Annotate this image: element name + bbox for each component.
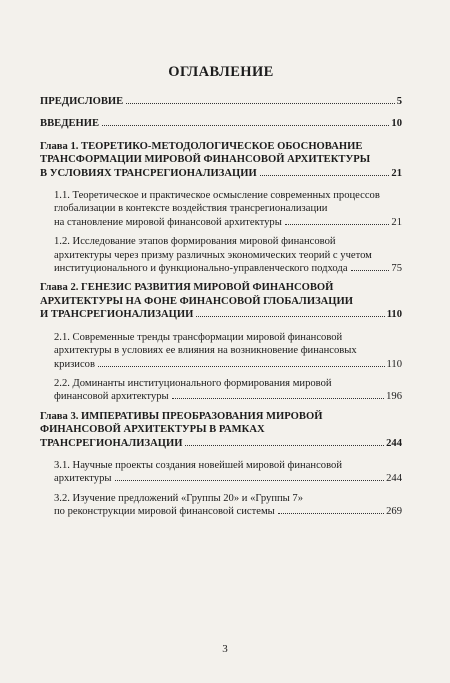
toc-entry-chapter-1[interactable] (40, 140, 402, 180)
toc-title: ОГЛАВЛЕНИЕ (168, 64, 274, 80)
toc-entry-chapter-2[interactable] (40, 281, 402, 321)
toc-entry-text: ТРАНСФОРМАЦИИ МИРОВОЙ ФИНАНСОВОЙ АРХИТЕКТУРЫ (40, 154, 371, 166)
toc-entry-text: Глава 2. ГЕНЕЗИС РАЗВИТИЯ МИРОВОЙ ФИНАНСОВОЙ (40, 282, 334, 294)
toc-entry-text: архитектуры (54, 473, 112, 485)
page-number: 3 (222, 643, 228, 655)
leader-dots (98, 366, 385, 367)
toc-page-number: 10 (391, 118, 402, 130)
toc-page-number: 269 (386, 506, 402, 518)
toc-entry-text: ФИНАНСОВОЙ АРХИТЕКТУРЫ В РАМКАХ (40, 424, 265, 436)
leader-dots (196, 316, 384, 317)
toc-entry-text: 2.2. Доминанты институционального формирования мировой (54, 377, 332, 389)
toc-entry-section-2-2[interactable] (40, 377, 402, 404)
toc-entry-section-1-1[interactable] (40, 189, 402, 229)
toc-page-number: 21 (391, 216, 402, 228)
toc-entry-text: кризисов (54, 358, 95, 370)
toc-entry-text: глобализации в контексте воздействия трансрегионализации (54, 203, 328, 215)
toc-entry-text: И ТРАНСРЕГИОНАЛИЗАЦИИ (40, 309, 194, 321)
toc-entry-text: 3.1. Научные проекты создания новейшей мировой финансовой (54, 459, 342, 471)
toc-page-number: 110 (386, 309, 402, 321)
leader-dots (351, 270, 390, 271)
toc-page-number: 21 (391, 167, 402, 179)
toc-entry-text: ПРЕДИСЛОВИЕ (40, 96, 124, 107)
toc-page-number: 75 (391, 263, 402, 275)
toc-entry-section-2-1[interactable] (40, 331, 402, 371)
leader-dots (115, 480, 385, 481)
toc-entry-text: на становление мировой финансовой архитектуры (54, 216, 282, 228)
toc-entry-text: архитектуры через призму различных экономических теорий с учетом (54, 249, 372, 261)
toc-entry-text: финансовой архитектуры (54, 391, 169, 403)
toc-entry-text: архитектуры в условиях ее влияния на возникновение финансовых (54, 345, 357, 357)
toc-entry-text: Глава 3. ИМПЕРАТИВЫ ПРЕОБРАЗОВАНИЯ МИРОВОЙ (40, 410, 323, 422)
toc-entry-text: АРХИТЕКТУРЫ НА ФОНЕ ФИНАНСОВОЙ ГЛОБАЛИЗАЦИИ (40, 295, 354, 307)
toc-entry-text: 2.1. Современные тренды трансформации мировой финансовой (54, 331, 343, 343)
toc-entry-text: 3.2. Изучение предложений «Группы 20» и «Группы 7» (54, 492, 304, 504)
toc-page-number: 5 (396, 96, 402, 107)
toc-entry-introduction[interactable] (40, 117, 402, 130)
toc-entry-section-3-2[interactable] (40, 492, 402, 519)
toc-page-number: 110 (386, 358, 402, 370)
toc-entry-preface[interactable] (40, 95, 402, 108)
leader-dots (126, 103, 395, 104)
toc-entry-text: по реконструкции мировой финансовой системы (54, 506, 275, 518)
leader-dots (172, 398, 384, 399)
toc-entry-section-1-2[interactable] (40, 235, 402, 275)
toc-entry-text: 1.1. Теоретическое и практическое осмысление современных процессов (54, 190, 380, 202)
leader-dots (285, 224, 390, 225)
leader-dots (185, 445, 384, 446)
toc-page-number: 244 (386, 437, 402, 449)
toc-entry-text: Глава 1. ТЕОРЕТИКО-МЕТОДОЛОГИЧЕСКОЕ ОБОСНОВАНИЕ (40, 140, 363, 152)
toc-entry-text: ВВЕДЕНИЕ (40, 118, 100, 130)
toc-entry-text: В УСЛОВИЯХ ТРАНСРЕГИОНАЛИЗАЦИИ (40, 167, 257, 179)
leader-dots (102, 125, 389, 126)
toc-page-number: 244 (386, 473, 402, 485)
toc-entry-section-3-1[interactable] (40, 459, 402, 486)
toc-entry-text: институционального и функционально-управленческого подхода (54, 263, 348, 275)
toc-entry-text: 1.2. Исследование этапов формирования мировой финансовой (54, 236, 336, 248)
leader-dots (260, 175, 390, 176)
leader-dots (278, 513, 384, 514)
toc-page-number: 196 (386, 391, 402, 403)
toc-entry-chapter-3[interactable] (40, 410, 402, 450)
toc-entry-text: ТРАНСРЕГИОНАЛИЗАЦИИ (40, 437, 183, 449)
